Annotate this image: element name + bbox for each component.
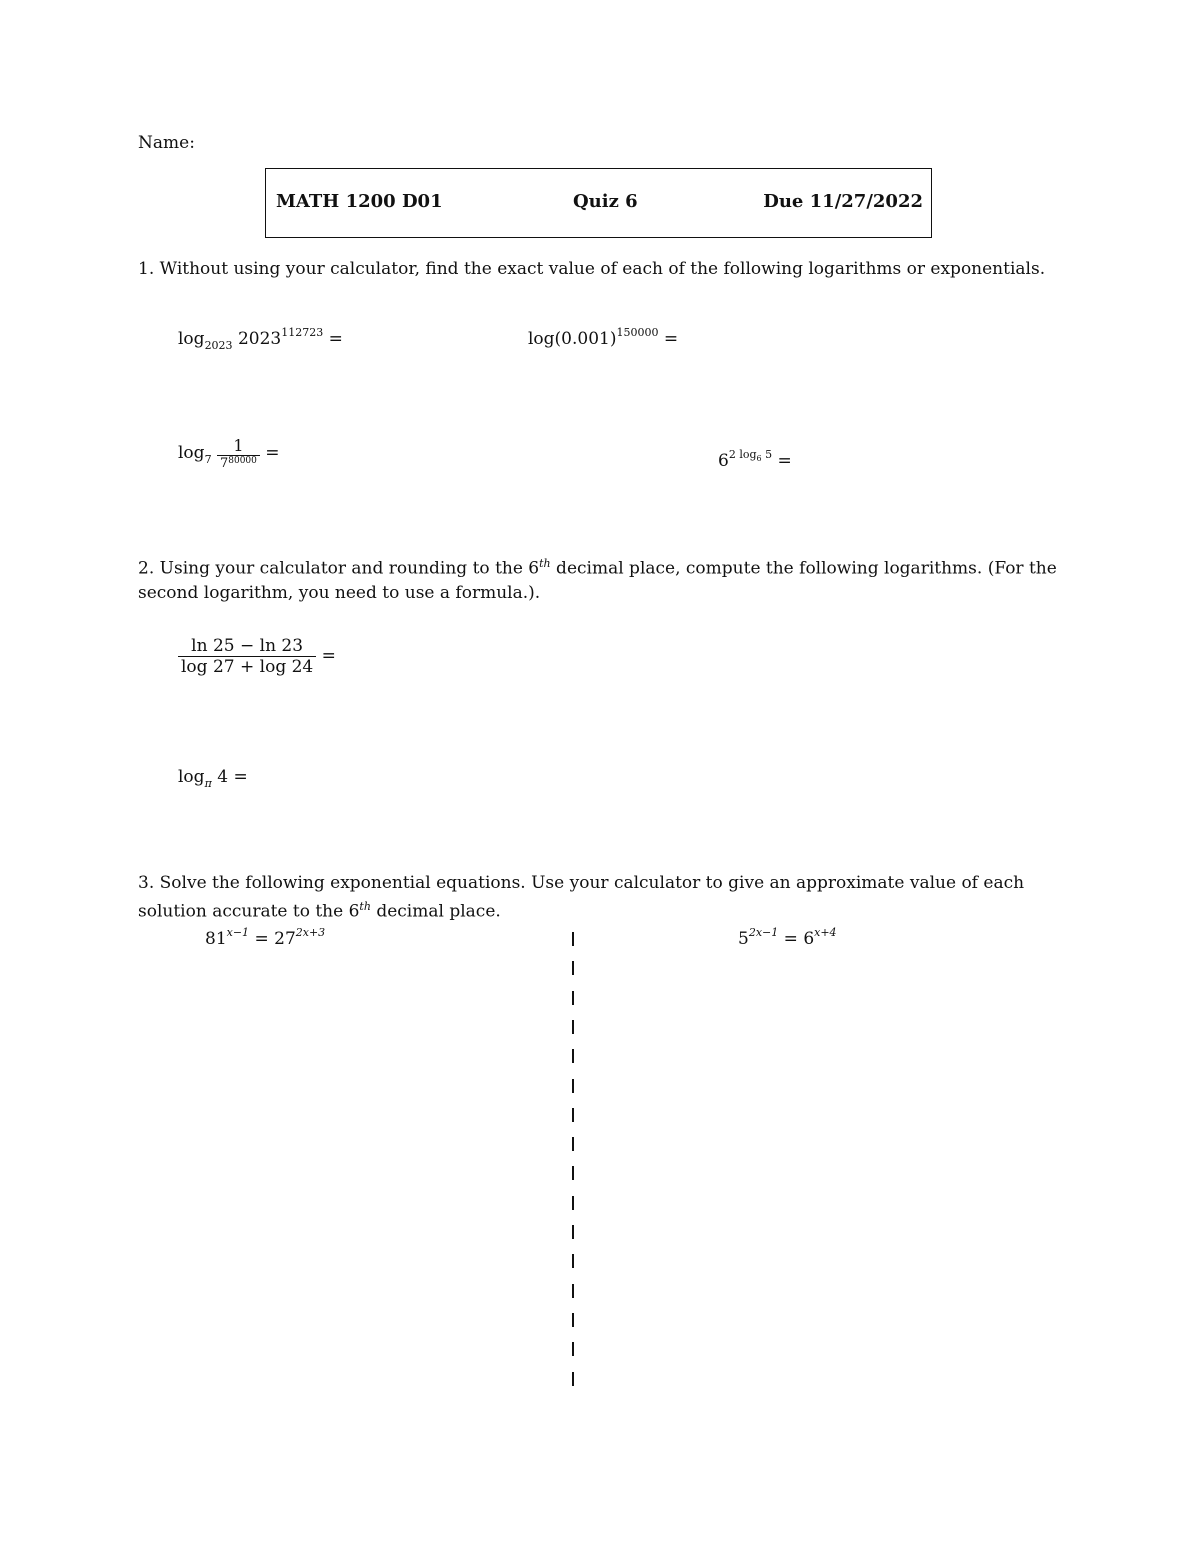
question-body: Without using your calculator, find the exact value of each of the following logarithms or exponentials. [159,259,1046,279]
fraction [217,436,260,471]
base: 6 [718,451,729,471]
divider-dash [572,1020,574,1034]
divider-dash [572,1372,574,1386]
course-code: MATH 1200 D01 [276,191,443,212]
fraction [178,636,316,677]
divider-dash [572,1196,574,1210]
q1-expression-4: $6^{2 log_6 5}$ = [718,448,792,471]
exponent: 150000 [616,326,659,339]
log-symbol: log [178,443,205,463]
numerator: 1 [233,436,244,455]
divider-dash [572,1254,574,1268]
q2-expression-2 [178,767,248,790]
due-date: Due 11/27/2022 [763,191,923,212]
divider-dash [572,1225,574,1239]
q2-expression-1 [178,636,336,677]
divider-dash [572,1108,574,1122]
q3-equation-2: $5^{2x-1} = 6^{x+4}$ [738,926,837,949]
divider-dash [572,1049,574,1063]
log-base: 7 [204,453,212,466]
log-expression: log(0.001) [528,329,617,349]
divider-dash [572,961,574,975]
q1-expression-2 [528,326,678,349]
equals-sign: = [265,443,280,463]
log-base: 2023 [204,339,233,352]
exponent: 112723 [281,326,324,339]
log-symbol: log [178,329,205,349]
log-base: π [204,777,212,790]
question-number: 3. [138,873,155,893]
q1-expression-1 [178,326,343,352]
q1-expression-3 [178,436,280,471]
divider-dash [572,1166,574,1180]
log-symbol: log [178,767,205,787]
numerator: ln 25 − ln 23 [191,636,304,656]
equals-sign: = [321,646,336,666]
denominator: $7^{80000}$ [217,455,260,471]
divider-dash [572,1079,574,1093]
q3-equation-1: $81^{x-1} = 27^{2x+3}$ [205,926,326,949]
divider-dash [572,991,574,1005]
header-box [265,168,932,238]
equals-sign: = [233,767,248,787]
equals-sign: = [663,329,679,349]
question-2-text: 2. Using your calculator and rounding to the 6th decimal place, compute the following logarithms. (For the second logarithm, you need to use a formula.). [138,557,1057,603]
divider-dash [572,1284,574,1298]
name-label: Name: [138,133,195,153]
log-argument: 4 [217,767,229,787]
divider-dash [572,1137,574,1151]
question-1-text [138,257,1063,281]
divider-dash [572,932,574,946]
divider-dash [572,1313,574,1327]
equals-sign: = [777,451,792,471]
quiz-title: Quiz 6 [573,191,638,212]
question-number: 1. [138,259,155,279]
question-number: 2. [138,558,155,579]
denominator: log 27 + log 24 [178,656,316,677]
question-3-text: 3. Solve the following exponential equations. Use your calculator to give an approximate value of each solution accurate to the 6th decimal place. [138,873,1025,922]
equals-sign: = [328,329,343,349]
log-argument: 2023 [237,329,282,349]
divider-dash [572,1342,574,1356]
